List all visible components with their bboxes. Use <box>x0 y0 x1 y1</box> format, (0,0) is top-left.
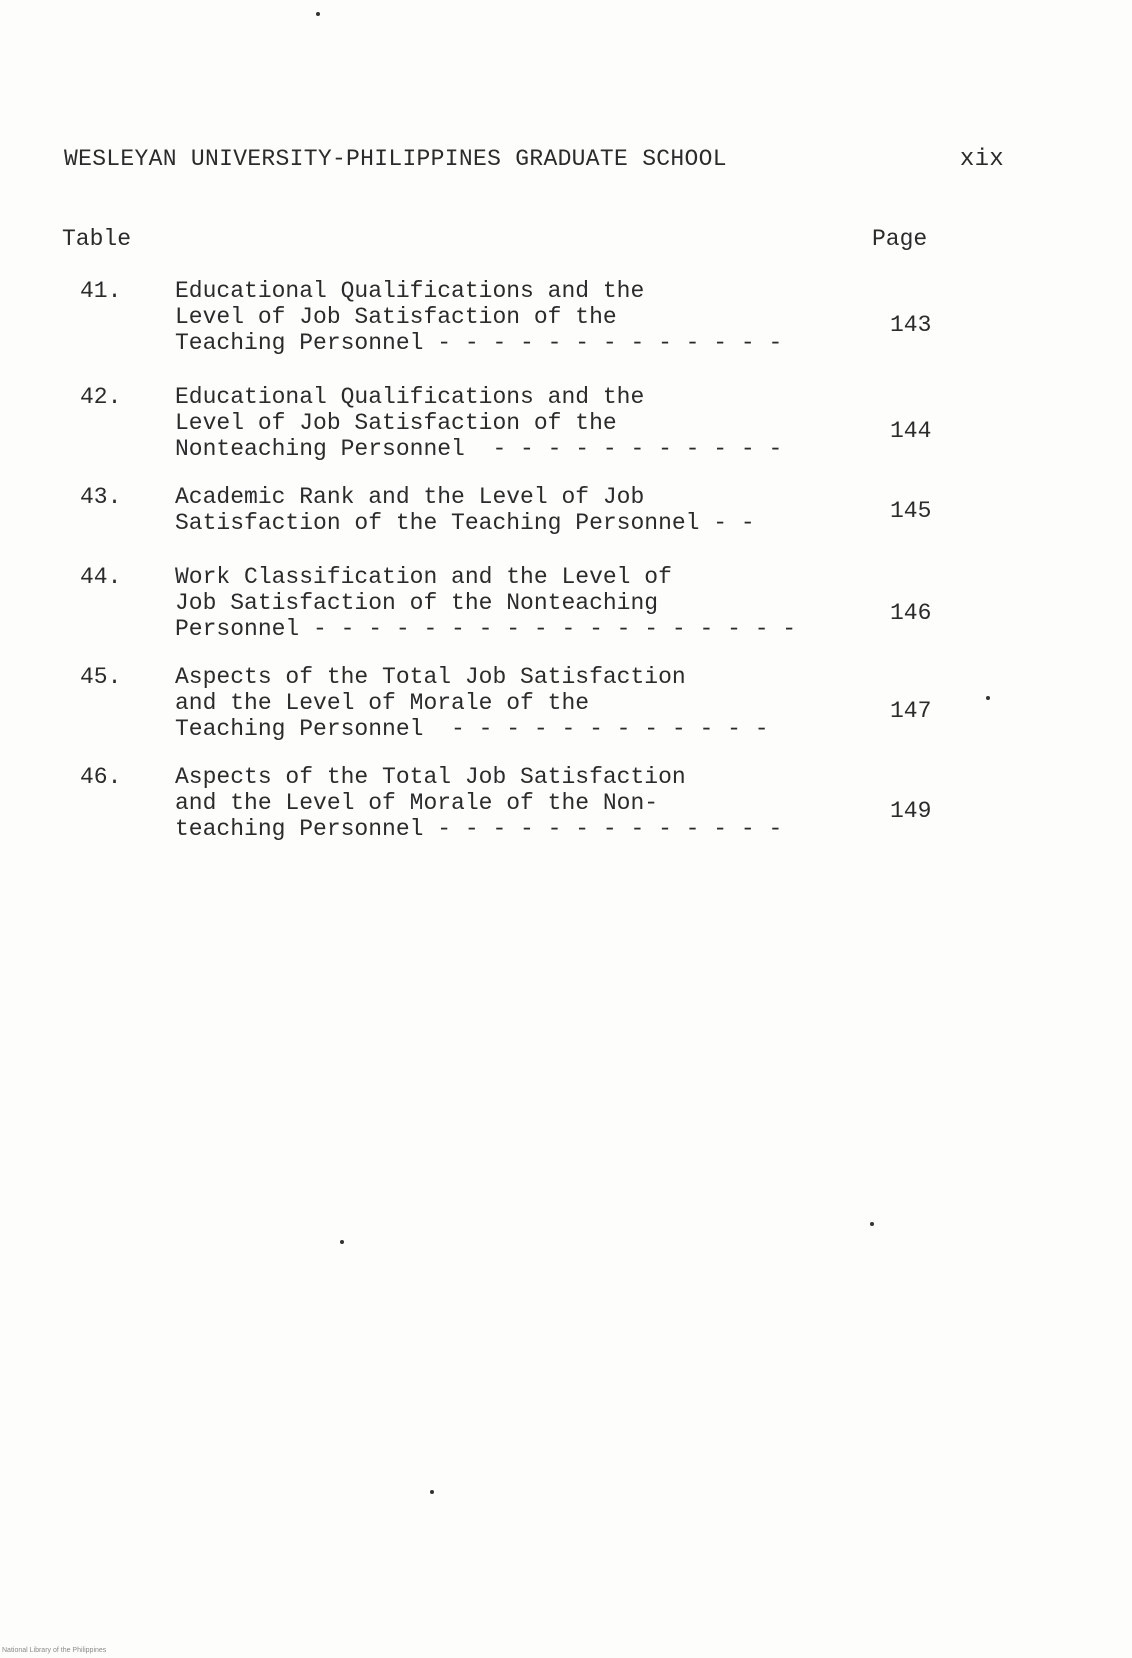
list-item <box>0 384 1132 484</box>
list-item <box>0 564 1132 664</box>
paper-speck <box>430 1490 434 1494</box>
title-line: Academic Rank and the Level of Job <box>175 484 645 510</box>
paper-speck <box>316 12 320 16</box>
institution-name: WESLEYAN UNIVERSITY-PHILIPPINES GRADUATE SCHOOL <box>64 146 727 172</box>
title-line: Personnel - - - - - - - - - - - - - - - - - - <box>175 616 797 642</box>
list-of-tables <box>0 278 1132 870</box>
table-number: 41. <box>80 278 122 304</box>
table-number: 44. <box>80 564 122 590</box>
table-number: 42. <box>80 384 122 410</box>
page-reference: 143 <box>890 312 932 338</box>
title-line: Educational Qualifications and the <box>175 278 645 304</box>
page-reference: 147 <box>890 698 932 724</box>
table-title <box>175 764 782 842</box>
paper-speck <box>870 1222 874 1226</box>
page-reference: 145 <box>890 498 932 524</box>
title-line: Satisfaction of the Teaching Personnel - - <box>175 510 755 536</box>
paper-speck <box>340 1240 344 1244</box>
list-item <box>0 278 1132 384</box>
list-item <box>0 484 1132 564</box>
page-reference: 149 <box>890 798 932 824</box>
title-line: Level of Job Satisfaction of the <box>175 410 617 436</box>
page-number: xix <box>959 146 1004 173</box>
title-line: Level of Job Satisfaction of the <box>175 304 617 330</box>
title-line: Teaching Personnel - - - - - - - - - - - - - <box>175 330 783 356</box>
table-number: 43. <box>80 484 122 510</box>
table-title <box>175 664 769 742</box>
table-title <box>175 564 796 642</box>
title-line: teaching Personnel - - - - - - - - - - - - - <box>175 816 783 842</box>
table-number: 46. <box>80 764 122 790</box>
list-item <box>0 664 1132 764</box>
paper-speck <box>986 696 990 700</box>
title-line: Job Satisfaction of the Nonteaching <box>175 590 659 616</box>
page-column-heading: Page <box>872 226 928 252</box>
title-line: and the Level of Morale of the Non- <box>175 790 659 816</box>
title-line: Work Classification and the Level of <box>175 564 672 590</box>
table-title <box>175 484 755 536</box>
title-line: Teaching Personnel - - - - - - - - - - - - <box>175 716 769 742</box>
table-column-heading: Table <box>62 226 132 252</box>
page-reference: 146 <box>890 600 932 626</box>
title-line: Aspects of the Total Job Satisfaction <box>175 664 686 690</box>
list-item <box>0 764 1132 870</box>
table-number: 45. <box>80 664 122 690</box>
title-line: Educational Qualifications and the <box>175 384 645 410</box>
title-line: and the Level of Morale of the <box>175 690 590 716</box>
page-reference: 144 <box>890 418 932 444</box>
table-title <box>175 384 782 462</box>
table-title <box>175 278 782 356</box>
scan-footer-note: National Library of the Philippines <box>2 1647 107 1654</box>
title-line: Aspects of the Total Job Satisfaction <box>175 764 686 790</box>
title-line: Nonteaching Personnel - - - - - - - - - - - <box>175 436 783 462</box>
